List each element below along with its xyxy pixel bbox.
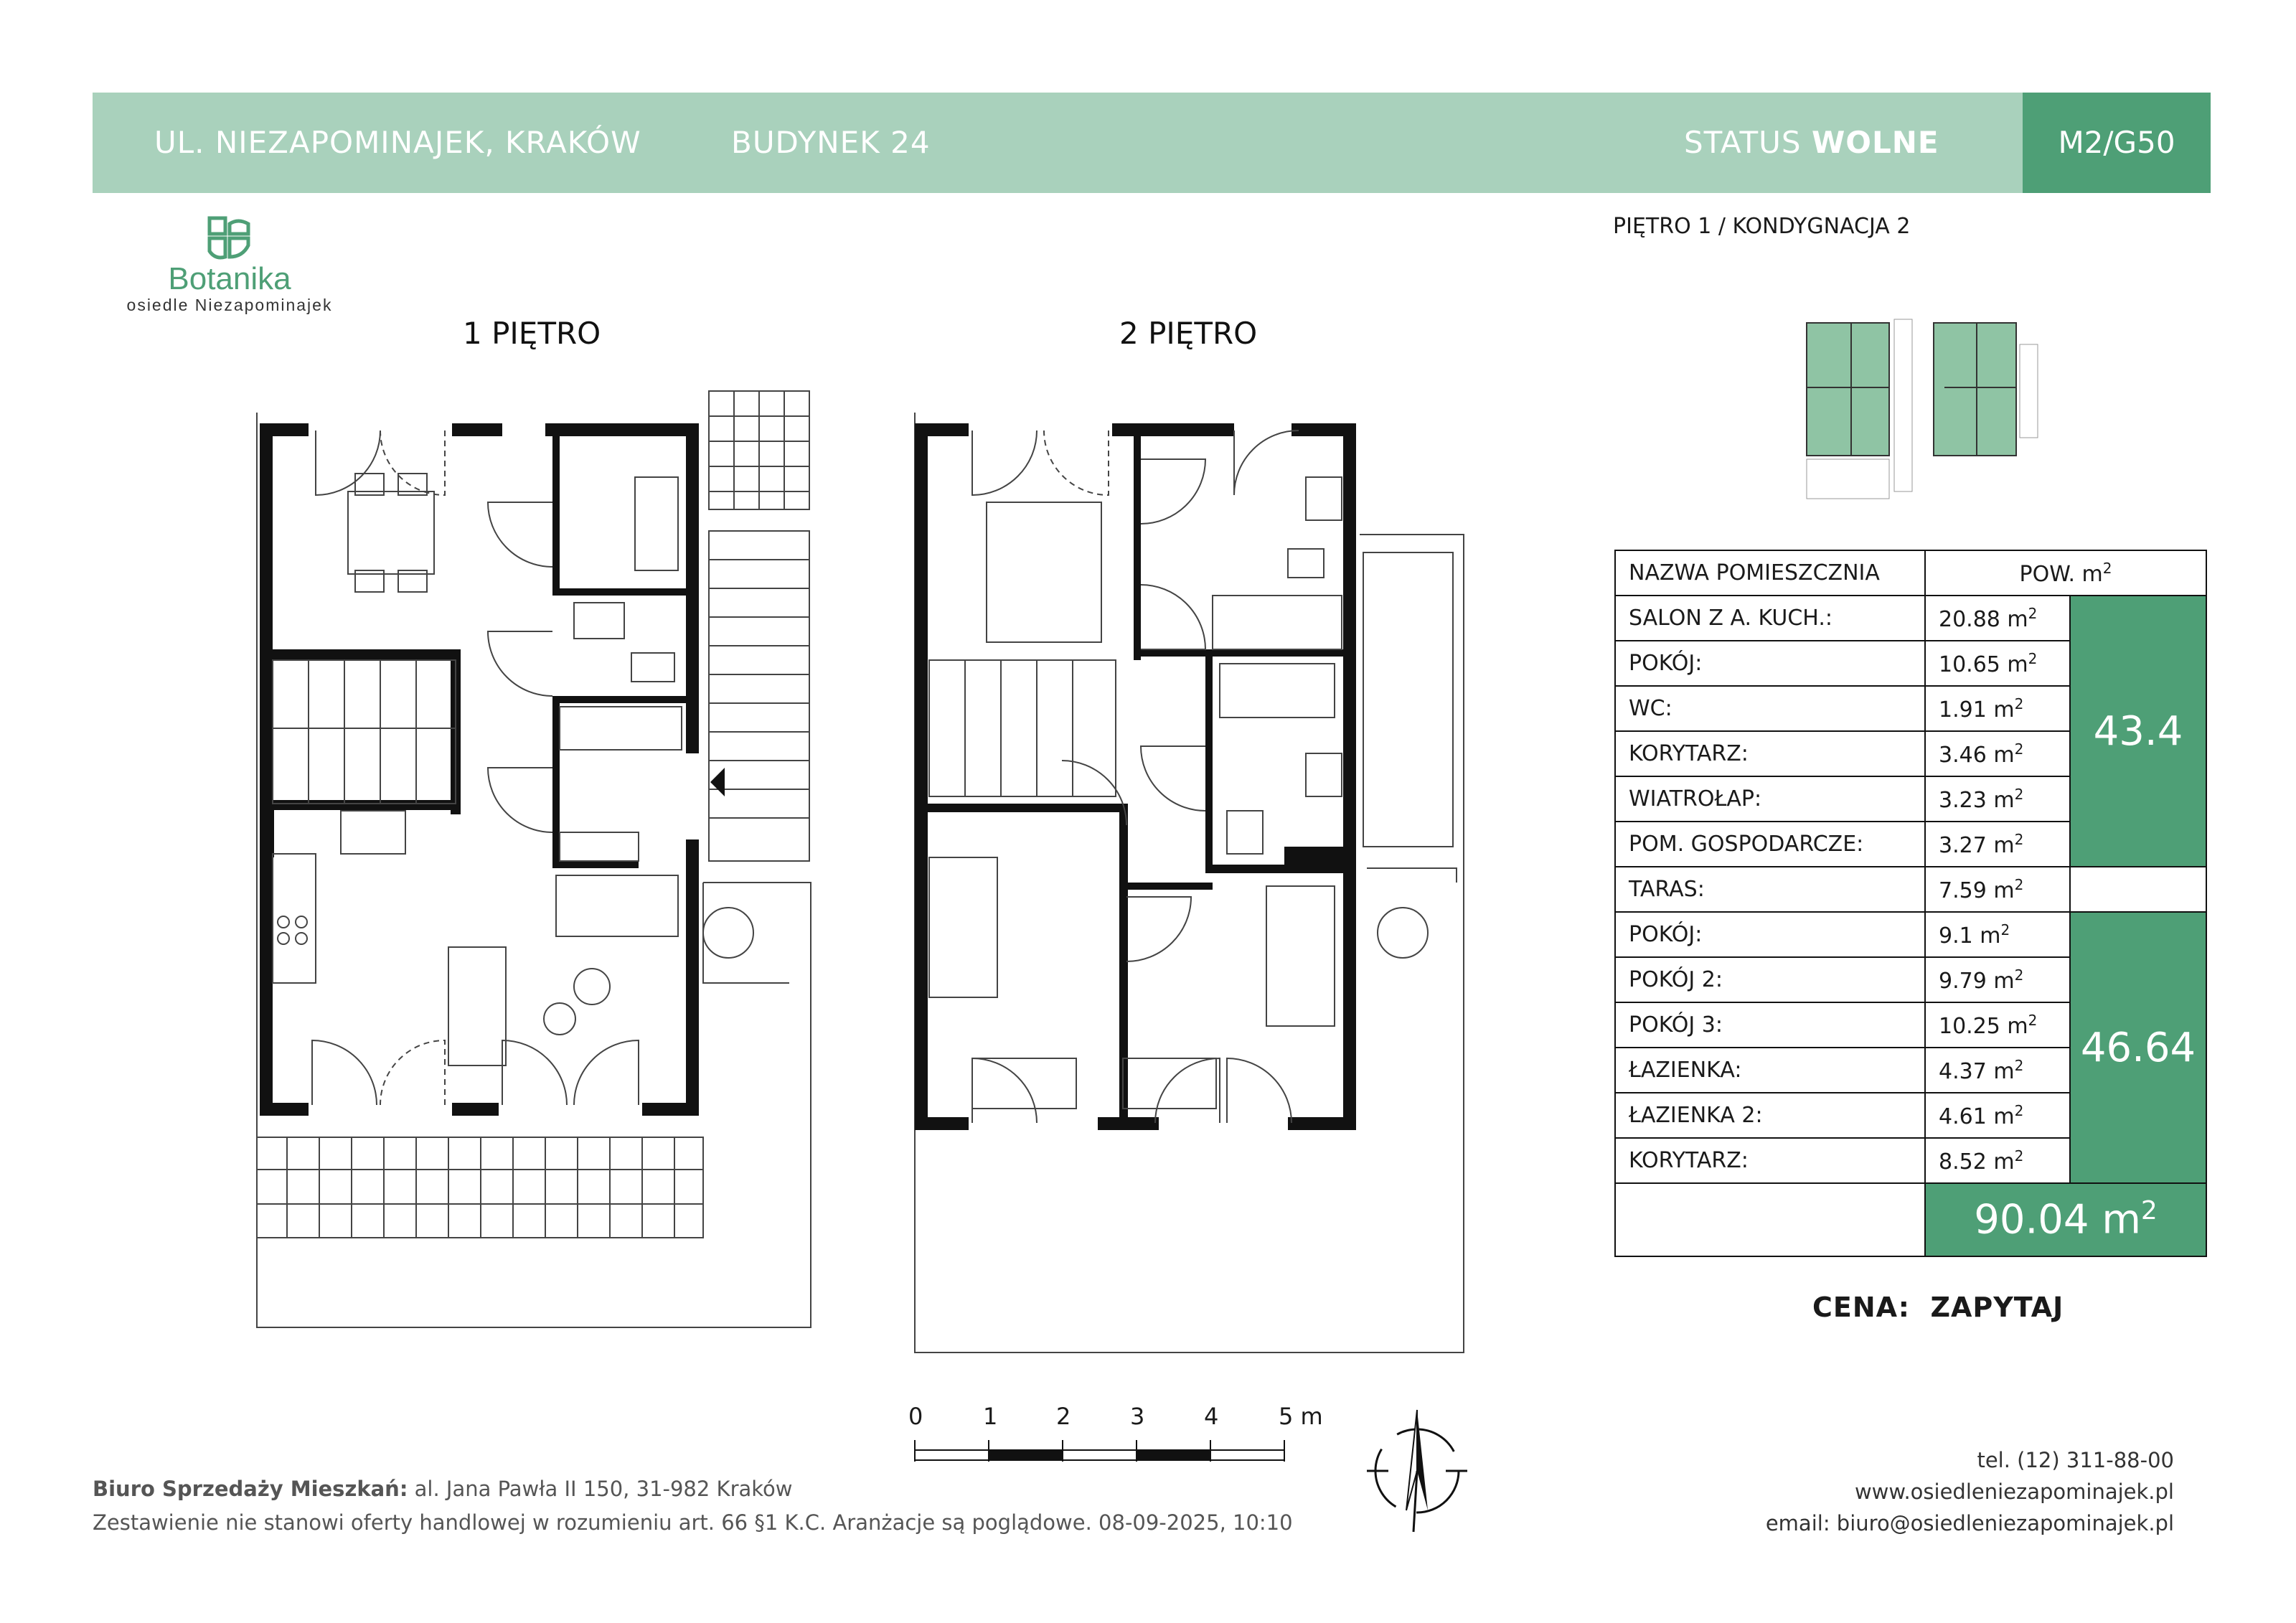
room-name: WIATROŁAP: xyxy=(1615,776,1925,822)
office-info xyxy=(93,1477,792,1501)
room-name: TARAS: xyxy=(1615,867,1925,912)
room-name: ŁAZIENKA: xyxy=(1615,1048,1925,1093)
status-text xyxy=(1684,93,1939,193)
room-area: 1.91 $m^2$ xyxy=(1925,686,2070,731)
subtotal-floor1: 43.4 xyxy=(2070,596,2206,867)
scale-label: 4 xyxy=(1204,1403,1219,1430)
room-area: 10.65 $m^2$ xyxy=(1925,641,2070,686)
scale-bar xyxy=(911,1439,1299,1467)
room-name: WC: xyxy=(1615,686,1925,731)
status-value: WOLNE xyxy=(1811,125,1939,160)
room-name: POKÓJ 3: xyxy=(1615,1002,1925,1048)
empty-cell xyxy=(2070,867,2206,912)
subtotal-floor2: 46.64 xyxy=(2070,912,2206,1183)
room-name: KORYTARZ: xyxy=(1615,731,1925,776)
rooms-table xyxy=(1614,550,2207,1257)
room-area: 20.88 $m^2$ xyxy=(1925,596,2070,641)
status-label: STATUS xyxy=(1684,125,1802,160)
website-link[interactable]: www.osiedleniezapominajek.pl xyxy=(1854,1479,2174,1504)
room-area: 9.79 $m^2$ xyxy=(1925,957,2070,1002)
disclaimer: Zestawienie nie stanowi oferty handlowej w rozumieniu art. 66 §1 K.C. Aranżacje są poglądowe. 08-09-2025, 10:10 xyxy=(93,1510,1293,1535)
brand-logo xyxy=(108,215,352,316)
unit-code: M2/G50 xyxy=(2023,93,2211,193)
room-name: POKÓJ 2: xyxy=(1615,957,1925,1002)
header-area: POW. $m^2$ xyxy=(1925,550,2206,596)
room-area: 3.23 $m^2$ xyxy=(1925,776,2070,822)
price xyxy=(1812,1292,2064,1323)
leaf-logo-icon xyxy=(207,215,253,263)
room-area: 9.1 $m^2$ xyxy=(1925,912,2070,957)
room-area: 3.27 $m^2$ xyxy=(1925,822,2070,867)
header-bar xyxy=(93,93,2211,193)
address-text: UL. NIEZAPOMINAJEK, KRAKÓW xyxy=(154,125,641,160)
north-arrow-icon xyxy=(1363,1403,1471,1539)
email-link[interactable]: email: biuro@osiedleniezapominajek.pl xyxy=(1765,1511,2174,1535)
room-name: POKÓJ: xyxy=(1615,912,1925,957)
building-text: BUDYNEK 24 xyxy=(731,125,931,160)
phone: tel. (12) 311-88-00 xyxy=(1977,1448,2174,1472)
header-room-name: NAZWA POMIESZCZNIA xyxy=(1615,550,1925,596)
floor-plans xyxy=(244,373,1478,1378)
floor1-title: 1 PIĘTRO xyxy=(463,316,601,351)
floor2-title: 2 PIĘTRO xyxy=(1119,316,1258,351)
scale-label: 3 xyxy=(1130,1403,1145,1430)
brand-subtitle: osiedle Niezapominajek xyxy=(126,296,333,314)
scale-label: 0 xyxy=(908,1403,923,1430)
key-plan-thumbnail xyxy=(1794,316,2052,502)
scale-label: 5 m xyxy=(1279,1403,1323,1430)
office-address: al. Jana Pawła II 150, 31-982 Kraków xyxy=(414,1477,793,1501)
room-area: 10.25 $m^2$ xyxy=(1925,1002,2070,1048)
price-label: CENA: xyxy=(1812,1292,1910,1323)
room-name: POM. GOSPODARCZE: xyxy=(1615,822,1925,867)
room-area: 4.37 $m^2$ xyxy=(1925,1048,2070,1093)
room-area: 4.61 $m^2$ xyxy=(1925,1093,2070,1138)
floor-info: PIĘTRO 1 / KONDYGNACJA 2 xyxy=(1613,214,1911,239)
room-area: 3.46 $m^2$ xyxy=(1925,731,2070,776)
room-area: 8.52 $m^2$ xyxy=(1925,1138,2070,1183)
room-name: POKÓJ: xyxy=(1615,641,1925,686)
total-label-cell xyxy=(1615,1183,1925,1256)
office-label: Biuro Sprzedaży Mieszkań: xyxy=(93,1477,408,1501)
total-area: 90.04 $m^2$ xyxy=(1925,1183,2206,1256)
room-name: KORYTARZ: xyxy=(1615,1138,1925,1183)
room-name: ŁAZIENKA 2: xyxy=(1615,1093,1925,1138)
price-value: ZAPYTAJ xyxy=(1930,1292,2064,1323)
room-area: 7.59 $m^2$ xyxy=(1925,867,2070,912)
scale-label: 1 xyxy=(983,1403,998,1430)
brand-name: Botanika xyxy=(168,261,291,296)
room-name: SALON Z A. KUCH.: xyxy=(1615,596,1925,641)
scale-label: 2 xyxy=(1056,1403,1071,1430)
